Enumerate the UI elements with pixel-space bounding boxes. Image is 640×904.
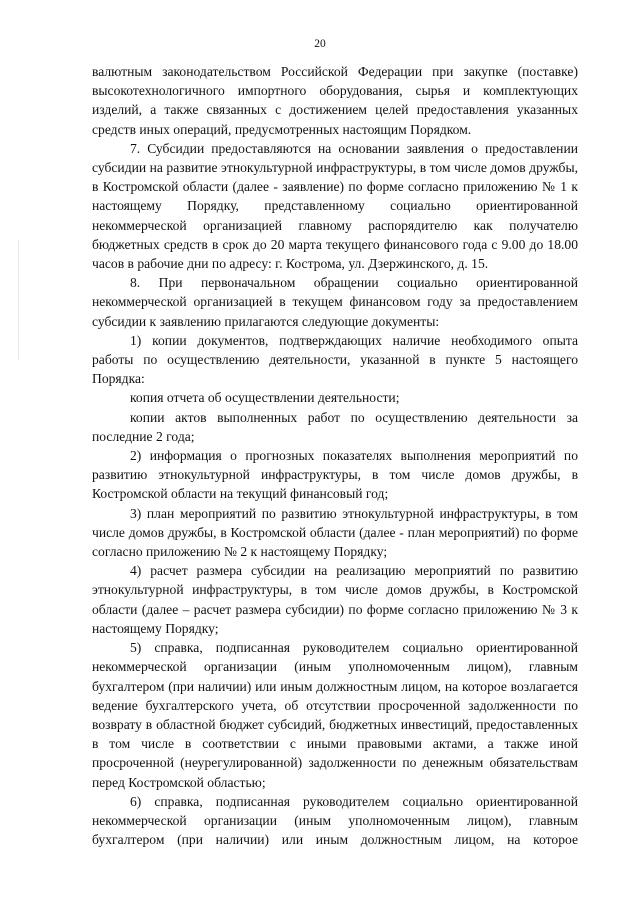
list-subitem-work-acts: копии актов выполненных работ по осуществлению деятельности за последние 2 года; — [92, 409, 578, 444]
document-body — [92, 62, 578, 849]
paragraph-currency-legislation: валютным законодательством Российской Федерации при закупке (поставке) высокотехнологичного импортного оборудования, сырья и комплектующих изделий, а также связанных с достижением целей предоставления указанных средств иных операций, предусмотренных настоящим Порядком. — [92, 64, 578, 137]
list-item-4-subsidy-calculation: 4) расчет размера субсидии на реализацию мероприятий по развитию этнокультурной инфраструктуры, в том числе домов дружбы, в Костромской области (далее – расчет размера субсидии) по форме согласно приложению № 3 к настоящему Порядку; — [92, 563, 578, 636]
page-number: 20 — [314, 38, 326, 50]
list-item-6-certificate: 6) справка, подписанная руководителем социально ориентированной некоммерческой организации (иным уполномоченным лицом), главным бухгалтером (при наличии) или иным должностным лицом, на которое — [92, 793, 578, 848]
paragraph-7-subsidy-application: 7. Субсидии предоставляются на основании заявления о предоставлении субсидии на развитие этнокультурной инфраструктуры, в том числе домов дружбы, в Костромской области (далее - заявление) по форме согласно приложению № 1 к настоящему Порядку, представленному социально ориентированной некоммерческой организацией главному распорядителю как получателю бюджетных средств в срок до 20 марта текущего финансового года с 9.00 до 18.00 часов в рабочие дни по адресу: г. Кострома, ул. Дзержинского, д. 15. — [92, 140, 578, 272]
scan-edge-mark — [18, 240, 19, 360]
list-item-3-action-plan: 3) план мероприятий по развитию этнокультурной инфраструктуры, в том числе домов дружбы, в Костромской области (далее - план мероприятий) по форме согласно приложению № 2 к настоящему Порядку; — [92, 505, 578, 560]
list-item-1-experience-documents: 1) копии документов, подтверждающих наличие необходимого опыта работы по осуществлению деятельности, указанной в пункте 5 настоящего Порядка: — [92, 332, 578, 387]
paragraph-8-initial-request: 8. При первоначальном обращении социально ориентированной некоммерческой организацией в текущем финансовом году за предоставлением субсидии к заявлению прилагаются следующие документы: — [92, 275, 578, 329]
list-item-5-debt-certificate: 5) справка, подписанная руководителем социально ориентированной некоммерческой организации (иным уполномоченным лицом), главным бухгалтером (при наличии) или иным должностным лицом, на которое возлагается ведение бухгалтерского учета, об отсутствии просроченной задолженности по возврату в областной бюджет субсидий, бюджетных инвестиций, предоставленных в том числе в соответствии с иными правовыми актами, а также иной просроченной (неурегулированной) задолженности по денежным обязательствам перед Костромской областью; — [92, 640, 578, 790]
list-item-2-forecast-indicators: 2) информация о прогнозных показателях выполнения мероприятий по развитию этнокультурной инфраструктуры, в том числе домов дружбы, в Костромской области на текущий финансовый год; — [92, 448, 578, 502]
list-subitem-activity-report: копия отчета об осуществлении деятельности; — [130, 390, 400, 406]
